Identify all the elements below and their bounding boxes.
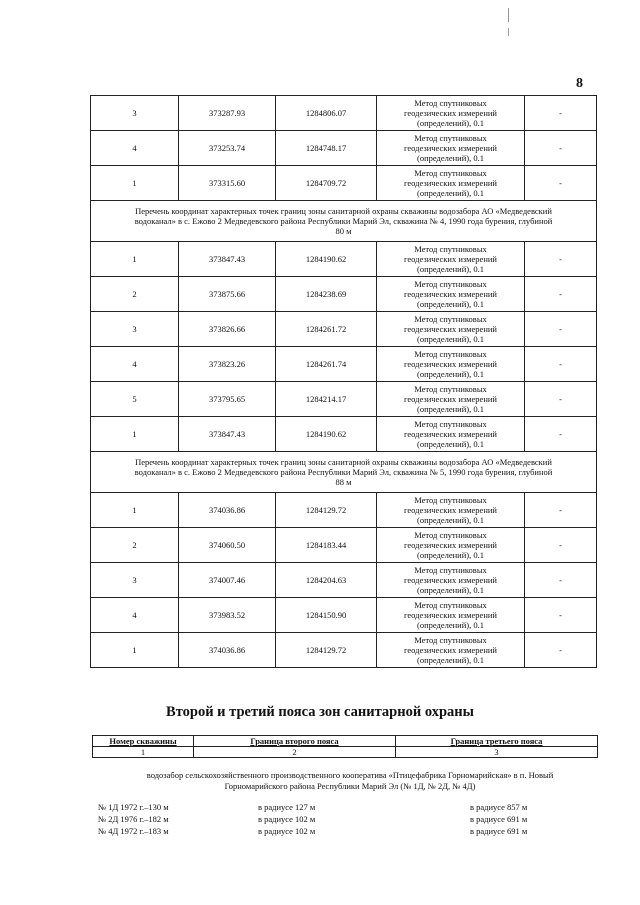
y-coordinate: 1284150.90 bbox=[276, 598, 377, 633]
well-row bbox=[98, 825, 598, 837]
well-id: № 4Д 1972 г.–183 м bbox=[98, 826, 169, 836]
table-row bbox=[91, 563, 597, 598]
method-line: (определений), 0.1 bbox=[416, 404, 484, 414]
point-note: - bbox=[525, 528, 597, 563]
x-coordinate: 373287.93 bbox=[179, 96, 276, 131]
point-note: - bbox=[525, 312, 597, 347]
table-row bbox=[91, 493, 597, 528]
method-line: Метод спутниковых bbox=[414, 349, 487, 359]
method-line: (определений), 0.1 bbox=[416, 620, 484, 630]
method-line: геодезических измерений bbox=[404, 178, 497, 188]
section-header-row bbox=[91, 201, 597, 242]
method-line: (определений), 0.1 bbox=[416, 439, 484, 449]
y-coordinate: 1284190.62 bbox=[276, 417, 377, 452]
method-line: (определений), 0.1 bbox=[416, 369, 484, 379]
section-header-line: Перечень координат характерных точек границ зоны санитарной охраны скважины водозабора АО «Медведевский bbox=[135, 457, 552, 467]
table-row bbox=[91, 598, 597, 633]
point-number: 4 bbox=[91, 131, 179, 166]
y-coordinate: 1284204.63 bbox=[276, 563, 377, 598]
method-line: (определений), 0.1 bbox=[416, 585, 484, 595]
method-line: Метод спутниковых bbox=[414, 565, 487, 575]
x-coordinate: 374007.46 bbox=[179, 563, 276, 598]
measurement-method bbox=[377, 563, 525, 598]
point-note: - bbox=[525, 563, 597, 598]
method-line: Метод спутниковых bbox=[414, 635, 487, 645]
method-line: геодезических измерений bbox=[404, 429, 497, 439]
measurement-method bbox=[377, 312, 525, 347]
method-line: геодезических измерений bbox=[404, 505, 497, 515]
point-number: 4 bbox=[91, 598, 179, 633]
x-coordinate: 373847.43 bbox=[179, 417, 276, 452]
measurement-method bbox=[377, 528, 525, 563]
point-number: 1 bbox=[91, 242, 179, 277]
method-line: (определений), 0.1 bbox=[416, 188, 484, 198]
method-line: геодезических измерений bbox=[404, 610, 497, 620]
point-number: 2 bbox=[91, 277, 179, 312]
method-line: Метод спутниковых bbox=[414, 384, 487, 394]
method-line: геодезических измерений bbox=[404, 394, 497, 404]
method-line: Метод спутниковых bbox=[414, 244, 487, 254]
column-number: 2 bbox=[194, 747, 396, 758]
x-coordinate: 373795.65 bbox=[179, 382, 276, 417]
method-line: геодезических измерений bbox=[404, 254, 497, 264]
column-number: 1 bbox=[93, 747, 194, 758]
second-belt-radius: в радиусе 102 м bbox=[258, 826, 316, 836]
page-number: 8 bbox=[576, 76, 583, 91]
measurement-method bbox=[377, 96, 525, 131]
method-line: геодезических измерений bbox=[404, 575, 497, 585]
method-line: Метод спутниковых bbox=[414, 279, 487, 289]
x-coordinate: 374036.86 bbox=[179, 493, 276, 528]
y-coordinate: 1284183.44 bbox=[276, 528, 377, 563]
third-belt-radius: в радиусе 691 м bbox=[470, 814, 528, 824]
measurement-method bbox=[377, 166, 525, 201]
method-line: геодезических измерений bbox=[404, 645, 497, 655]
y-coordinate: 1284748.17 bbox=[276, 131, 377, 166]
table-row bbox=[91, 242, 597, 277]
method-line: Метод спутниковых bbox=[414, 530, 487, 540]
y-coordinate: 1284709.72 bbox=[276, 166, 377, 201]
table-row bbox=[91, 633, 597, 668]
y-coordinate: 1284261.72 bbox=[276, 312, 377, 347]
second-belt-radius: в радиусе 127 м bbox=[258, 802, 316, 812]
point-note: - bbox=[525, 347, 597, 382]
point-number: 3 bbox=[91, 563, 179, 598]
x-coordinate: 373983.52 bbox=[179, 598, 276, 633]
point-number: 4 bbox=[91, 347, 179, 382]
well-id: № 2Д 1976 г.–182 м bbox=[98, 814, 169, 824]
x-coordinate: 373875.66 bbox=[179, 277, 276, 312]
method-line: Метод спутниковых bbox=[414, 600, 487, 610]
header-well-number: Номер скважины bbox=[93, 736, 194, 747]
point-note: - bbox=[525, 633, 597, 668]
x-coordinate: 373315.60 bbox=[179, 166, 276, 201]
x-coordinate: 374060.50 bbox=[179, 528, 276, 563]
table-row bbox=[91, 131, 597, 166]
method-line: (определений), 0.1 bbox=[416, 153, 484, 163]
x-coordinate: 373823.26 bbox=[179, 347, 276, 382]
point-note: - bbox=[525, 598, 597, 633]
second-belt-radius: в радиусе 102 м bbox=[258, 814, 316, 824]
third-belt-radius: в радиусе 691 м bbox=[470, 826, 528, 836]
section-header bbox=[91, 452, 597, 493]
method-line: геодезических измерений bbox=[404, 324, 497, 334]
method-line: геодезических измерений bbox=[404, 359, 497, 369]
table-row bbox=[91, 528, 597, 563]
measurement-method bbox=[377, 417, 525, 452]
scan-mark bbox=[508, 8, 509, 22]
x-coordinate: 373253.74 bbox=[179, 131, 276, 166]
intake-line: Горномарийского района Республики Марий Эл (№ 1Д, № 2Д, № 4Д) bbox=[224, 781, 476, 791]
table-row bbox=[91, 347, 597, 382]
y-coordinate: 1284190.62 bbox=[276, 242, 377, 277]
section-header-line: водоканал» в с. Ежово 2 Медведевского района Республики Марий Эл, скважина № 4, 1990 года бурения, глубиной bbox=[134, 216, 553, 226]
point-note: - bbox=[525, 382, 597, 417]
method-line: геодезических измерений bbox=[404, 108, 497, 118]
zones-number-row bbox=[93, 747, 598, 758]
well-id: № 1Д 1972 г.–130 м bbox=[98, 802, 169, 812]
table-row bbox=[91, 166, 597, 201]
method-line: геодезических измерений bbox=[404, 540, 497, 550]
section-header-row bbox=[91, 452, 597, 493]
table-row bbox=[91, 417, 597, 452]
point-note: - bbox=[525, 166, 597, 201]
point-note: - bbox=[525, 131, 597, 166]
table-row bbox=[91, 312, 597, 347]
measurement-method bbox=[377, 347, 525, 382]
section-header bbox=[91, 201, 597, 242]
intake-line: водозабор сельскохозяйственного производственного кооператива «Птицефабрика Горномарийская» в п. Новый bbox=[146, 770, 554, 780]
section-header-line: водоканал» в с. Ежово 2 Медведевского района Республики Марий Эл, скважина № 5, 1990 года бурения, глубиной bbox=[134, 467, 553, 477]
method-line: (определений), 0.1 bbox=[416, 299, 484, 309]
x-coordinate: 374036.86 bbox=[179, 633, 276, 668]
point-number: 2 bbox=[91, 528, 179, 563]
x-coordinate: 373847.43 bbox=[179, 242, 276, 277]
y-coordinate: 1284238.69 bbox=[276, 277, 377, 312]
point-number: 3 bbox=[91, 312, 179, 347]
point-number: 1 bbox=[91, 633, 179, 668]
y-coordinate: 1284129.72 bbox=[276, 493, 377, 528]
method-line: геодезических измерений bbox=[404, 289, 497, 299]
method-line: Метод спутниковых bbox=[414, 419, 487, 429]
point-note: - bbox=[525, 417, 597, 452]
coordinates-table bbox=[90, 95, 597, 668]
y-coordinate: 1284214.17 bbox=[276, 382, 377, 417]
table-row bbox=[91, 277, 597, 312]
method-line: (определений), 0.1 bbox=[416, 515, 484, 525]
section-header-line: 88 м bbox=[335, 477, 352, 487]
y-coordinate: 1284261.74 bbox=[276, 347, 377, 382]
point-note: - bbox=[525, 493, 597, 528]
measurement-method bbox=[377, 382, 525, 417]
measurement-method bbox=[377, 277, 525, 312]
method-line: геодезических измерений bbox=[404, 143, 497, 153]
water-intake-description bbox=[100, 770, 600, 792]
third-belt-radius: в радиусе 857 м bbox=[470, 802, 528, 812]
method-line: (определений), 0.1 bbox=[416, 118, 484, 128]
point-number: 3 bbox=[91, 96, 179, 131]
y-coordinate: 1284129.72 bbox=[276, 633, 377, 668]
scan-mark bbox=[508, 28, 509, 36]
well-row bbox=[98, 813, 598, 825]
measurement-method bbox=[377, 598, 525, 633]
method-line: (определений), 0.1 bbox=[416, 655, 484, 665]
well-row bbox=[98, 801, 598, 813]
method-line: Метод спутниковых bbox=[414, 98, 487, 108]
method-line: (определений), 0.1 bbox=[416, 550, 484, 560]
zones-header-row bbox=[93, 736, 598, 747]
header-third-belt: Граница третьего пояса bbox=[396, 736, 598, 747]
point-note: - bbox=[525, 277, 597, 312]
table-row bbox=[91, 382, 597, 417]
y-coordinate: 1284806.07 bbox=[276, 96, 377, 131]
point-number: 1 bbox=[91, 417, 179, 452]
measurement-method bbox=[377, 131, 525, 166]
measurement-method bbox=[377, 633, 525, 668]
table-row bbox=[91, 96, 597, 131]
section-header-line: Перечень координат характерных точек границ зоны санитарной охраны скважины водозабора АО «Медведевский bbox=[135, 206, 552, 216]
measurement-method bbox=[377, 493, 525, 528]
method-line: Метод спутниковых bbox=[414, 168, 487, 178]
measurement-method bbox=[377, 242, 525, 277]
method-line: (определений), 0.1 bbox=[416, 264, 484, 274]
zones-table bbox=[92, 735, 598, 758]
method-line: Метод спутниковых bbox=[414, 314, 487, 324]
method-line: Метод спутниковых bbox=[414, 133, 487, 143]
x-coordinate: 373826.66 bbox=[179, 312, 276, 347]
point-number: 1 bbox=[91, 166, 179, 201]
point-note: - bbox=[525, 242, 597, 277]
zones-title: Второй и третий пояса зон санитарной охраны bbox=[166, 704, 474, 720]
section-header-line: 80 м bbox=[335, 226, 352, 236]
method-line: (определений), 0.1 bbox=[416, 334, 484, 344]
point-number: 5 bbox=[91, 382, 179, 417]
point-note: - bbox=[525, 96, 597, 131]
column-number: 3 bbox=[396, 747, 598, 758]
header-second-belt: Граница второго пояса bbox=[194, 736, 396, 747]
method-line: Метод спутниковых bbox=[414, 495, 487, 505]
point-number: 1 bbox=[91, 493, 179, 528]
